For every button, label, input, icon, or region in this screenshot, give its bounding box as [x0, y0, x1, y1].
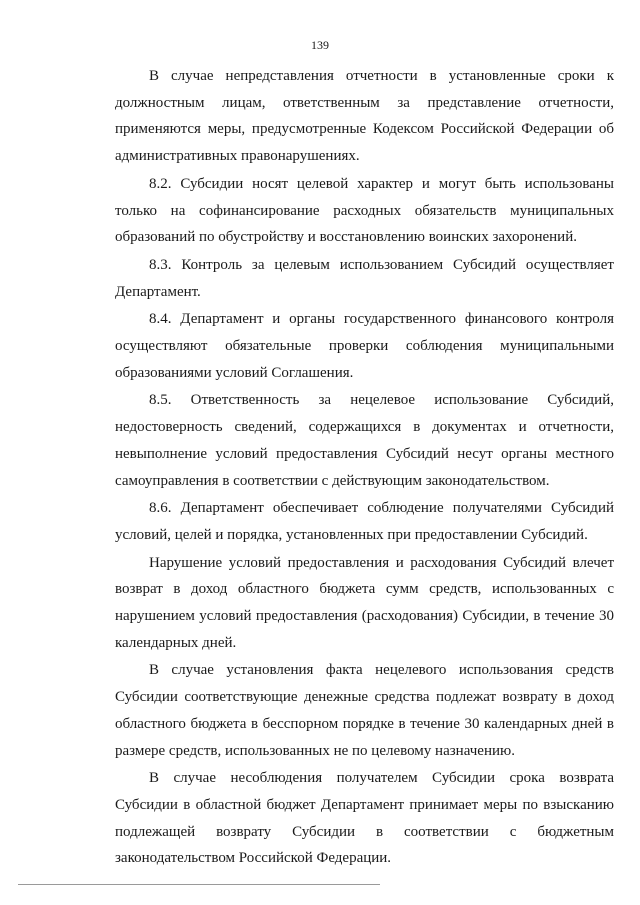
- document-body: [115, 63, 614, 873]
- paragraph-misuse: В случае установления факта нецелевого использования средств Субсидии соответствующие денежные средства подлежат возврату в доход областного бюджета в бесспорном порядке в течение 30 календарных дней в размере средств, использованных не по целевому назначению.: [115, 662, 614, 759]
- paragraph-violation: Нарушение условий предоставления и расходования Субсидий влечет возврат в доход областного бюджета сумм средств, использованных с нарушением условий предоставления (расходования) Субсидии, в течение 30 календарных дней.: [115, 554, 614, 651]
- paragraph-8-6: 8.6. Департамент обеспечивает соблюдение получателями Субсидий условий, целей и порядка, установленных при предоставлении Субсидий.: [115, 500, 614, 543]
- paragraph-8-4: 8.4. Департамент и органы государственного финансового контроля осуществляют обязательные проверки соблюдения муниципальными образованиями условий Соглашения.: [115, 311, 614, 381]
- page-number: 139: [311, 38, 329, 52]
- paragraph-1: В случае непредставления отчетности в установленные сроки к должностным лицам, ответственным за представление отчетности, применяются меры, предусмотренные Кодексом Российской Федерации об административных правонарушениях.: [115, 68, 614, 165]
- paragraph-8-3: 8.3. Контроль за целевым использованием Субсидий осуществляет Департамент.: [115, 256, 614, 300]
- paragraph-non-return: В случае несоблюдения получателем Субсидии срока возврата Субсидии в областной бюджет Департамент принимает меры по взысканию подлежащей возврату Субсидии в соответствии с бюджетным законодательством Российской Федерации.: [115, 770, 614, 867]
- paragraph-8-5: 8.5. Ответственность за нецелевое использование Субсидий, недостоверность сведений, содержащихся в документах и отчетности, невыполнение условий предоставления Субсидий несут органы местного самоуправления в соответствии с действующим законодательством.: [115, 392, 614, 489]
- footer-divider: [18, 884, 380, 885]
- paragraph-8-2: 8.2. Субсидии носят целевой характер и могут быть использованы только на софинансирование расходных обязательств муниципальных образований по обустройству и восстановлению воинских захоронений.: [115, 175, 614, 246]
